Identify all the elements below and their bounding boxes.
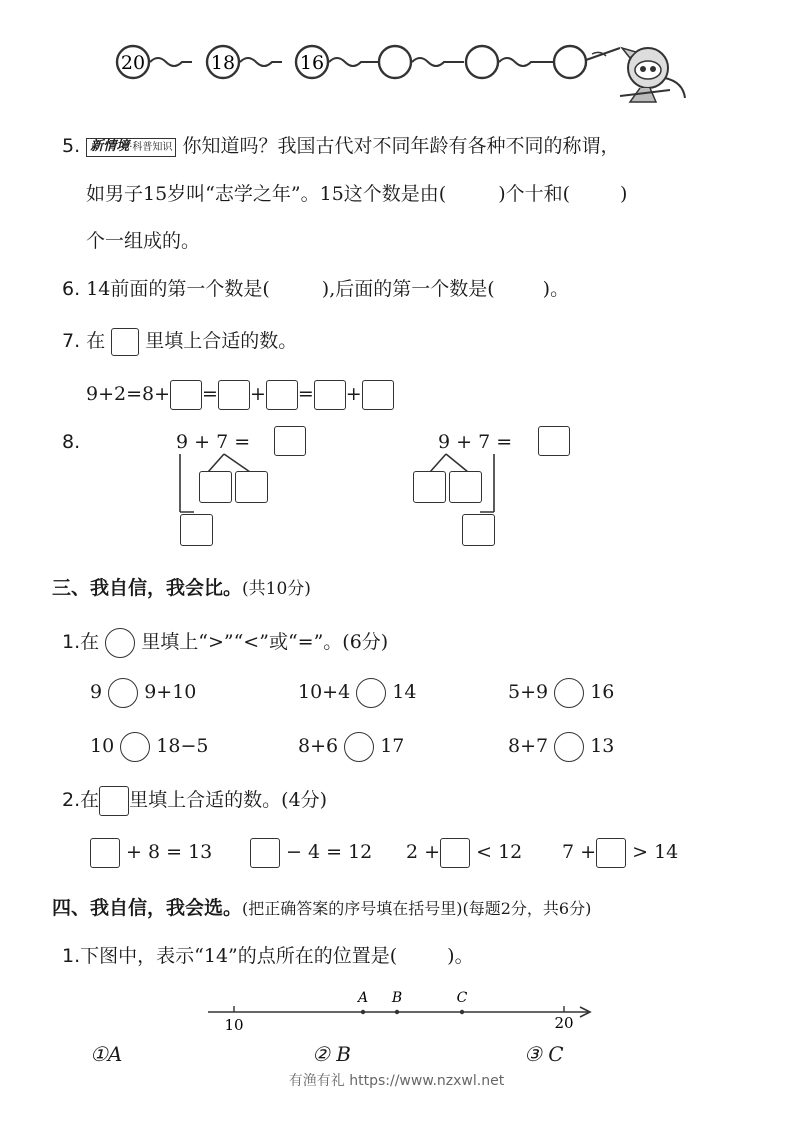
q5-number: 5.: [62, 135, 81, 157]
mascot-icon: [586, 48, 685, 102]
s4-q1-line: 1.下图中，表示“14”的点所在的位置是( )。: [62, 945, 474, 967]
point-c: [460, 1010, 464, 1014]
compare-2-3: 8+7 13: [508, 732, 614, 762]
point-a: [361, 1010, 365, 1014]
compare-1-1: 9 9+10: [90, 678, 196, 708]
q7-expression: 9+2=8+ = + = +: [86, 380, 394, 410]
compare-circle-1-1[interactable]: [108, 678, 138, 708]
q7-box-4[interactable]: [314, 380, 346, 410]
compare-1-2: 10+4 14: [298, 678, 416, 708]
s3-q1-instruction: 1.在 里填上“>”“<”或“=”。(6分): [62, 628, 388, 658]
section4-title: 四、我自信，我会选。: [52, 897, 243, 919]
ineq-box-4[interactable]: [596, 838, 626, 868]
section3-points: (共10分): [242, 579, 311, 599]
q7-sample-box: [111, 328, 139, 356]
chain-number-2: 18: [210, 52, 236, 74]
ineq-box-3[interactable]: [440, 838, 470, 868]
q5-text-line1: 你知道吗？我国古代对不同年龄有各种不同的称谓，: [182, 135, 620, 157]
s3-q2-instruction: 2.在 里填上合适的数。(4分): [62, 786, 327, 816]
ineq-box-1[interactable]: [90, 838, 120, 868]
option-1[interactable]: ①A: [90, 1042, 123, 1066]
point-a-label: A: [357, 990, 369, 1006]
ineq-box-2[interactable]: [250, 838, 280, 868]
s3-q2-number: 2.: [62, 789, 81, 811]
chain-circle-6: [554, 46, 586, 78]
compare-circle-2-1[interactable]: [120, 732, 150, 762]
numberline-end-label: 20: [554, 1014, 574, 1032]
q8-right-expression: 9 + 7 =: [438, 431, 513, 453]
chain-circle-4: [379, 46, 411, 78]
compare-circle-2-3[interactable]: [554, 732, 584, 762]
q7-box-3[interactable]: [266, 380, 298, 410]
footer-watermark: 有渔有礼 https://www.nzxwl.net: [288, 1073, 505, 1089]
q7-number: 7.: [62, 330, 81, 352]
s4-q1-number: 1.: [62, 945, 81, 967]
section3-heading: [52, 576, 311, 601]
section4-heading: [52, 896, 591, 921]
q5-line3: 个一组成的。: [86, 230, 201, 252]
compare-1-3: 5+9 16: [508, 678, 614, 708]
q6-line: 6. 14前面的第一个数是( ),后面的第一个数是( )。: [62, 278, 570, 300]
numberline-start-label: 10: [224, 1016, 244, 1034]
ineq-3: 2 + < 12: [406, 838, 522, 868]
q8-left-split-box-2[interactable]: [235, 471, 268, 503]
chain-circle-2: [207, 46, 239, 78]
q8-right-sum-box[interactable]: [538, 426, 570, 456]
point-c-label: C: [456, 990, 468, 1006]
q6-number: 6.: [62, 278, 81, 300]
option-3[interactable]: ③ C: [524, 1042, 564, 1066]
compare-2-2: 8+6 17: [298, 732, 404, 762]
ineq-4: 7 + > 14: [562, 838, 678, 868]
compare-circle-1-2[interactable]: [356, 678, 386, 708]
ineq-1: + 8 = 13: [90, 838, 212, 868]
q7-box-2[interactable]: [218, 380, 250, 410]
q7-box-5[interactable]: [362, 380, 394, 410]
chain-number-3: 16: [299, 52, 325, 74]
q8-left-split-box-1[interactable]: [199, 471, 232, 503]
ineq-2: − 4 = 12: [250, 838, 372, 868]
chain-number-1: 20: [120, 52, 146, 74]
number-line: [200, 984, 600, 1034]
point-b-label: B: [391, 990, 403, 1006]
chain-circle-1: [117, 46, 149, 78]
chain-circle-5: [466, 46, 498, 78]
section4-note: (把正确答案的序号填在括号里)(每题2分，共6分): [242, 899, 592, 918]
q8-left-expression: 9 + 7 =: [176, 431, 251, 453]
chain-circle-3: [296, 46, 328, 78]
q8-right-result-box[interactable]: [462, 514, 495, 546]
option-2[interactable]: ② B: [312, 1042, 351, 1066]
compare-circle-2-2[interactable]: [344, 732, 374, 762]
q5-line2: 如男子15岁叫“志学之年”。15这个数是由( )个十和( ): [86, 183, 628, 205]
s3-q1-sample-circle: [105, 628, 135, 658]
s3-q1-number: 1.: [62, 631, 81, 653]
s3-q2-sample-box: [99, 786, 129, 816]
q7-instruction: 7. 在 里填上合适的数。: [62, 328, 297, 356]
section3-title: 三、我自信，我会比。: [52, 577, 243, 599]
q8-left-result-box[interactable]: [180, 514, 213, 546]
point-b: [395, 1010, 399, 1014]
q5-line1: [62, 134, 619, 158]
q8-number: 8.: [62, 431, 81, 453]
header-chain-decoration: [100, 30, 700, 110]
q8-right-split-box-2[interactable]: [449, 471, 482, 503]
q8-right-split-box-1[interactable]: [413, 471, 446, 503]
q5-tag: 新情境·科普知识: [86, 138, 176, 157]
compare-circle-1-3[interactable]: [554, 678, 584, 708]
q7-box-1[interactable]: [170, 380, 202, 410]
compare-2-1: 10 18−5: [90, 732, 208, 762]
